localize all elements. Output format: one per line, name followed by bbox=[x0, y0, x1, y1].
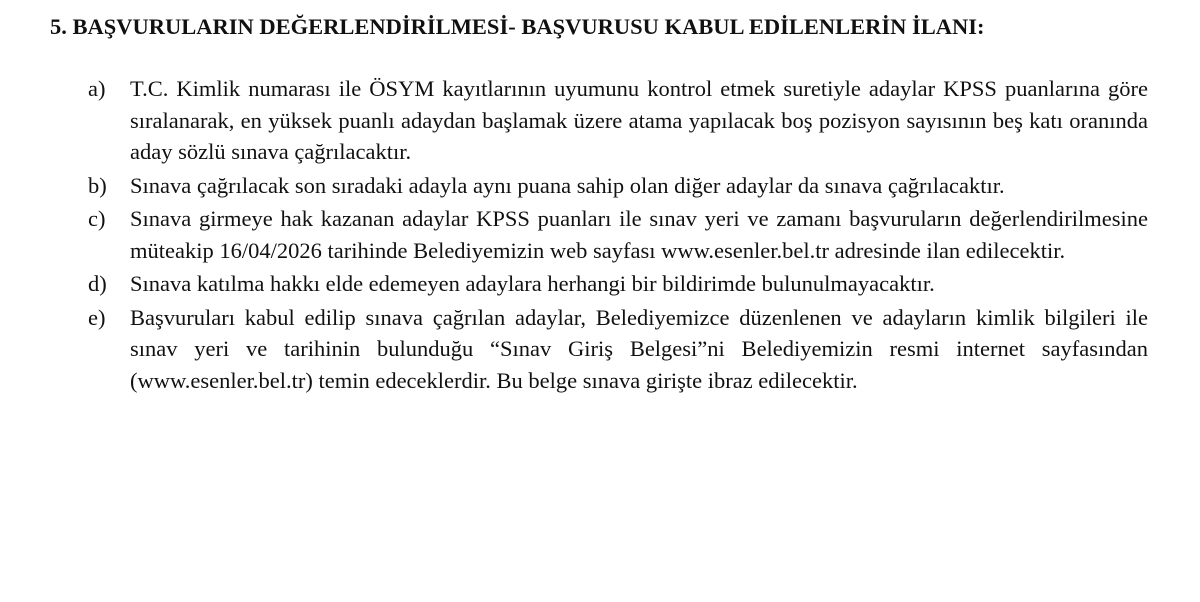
section-heading: 5. BAŞVURULARIN DEĞERLENDİRİLMESİ- BAŞVURUSU KABUL EDİLENLERİN İLANI: bbox=[50, 14, 985, 39]
list-item-text: T.C. Kimlik numarası ile ÖSYM kayıtlarının uyumunu kontrol etmek suretiyle adaylar KPSS puanlarına göre sıralanarak, en yüksek puanlı adaydan başlamak üzere atama yapılacak boş pozisyon sayısının beş katı oranında aday sözlü sınava çağrılacaktır. bbox=[130, 76, 1148, 164]
list-item-text: Başvuruları kabul edilip sınava çağrılan adaylar, Belediyemizce düzenlenen ve adayların kimlik bilgileri ile sınav yeri ve tarihinin bulunduğu “Sınav Giriş Belgesi”ni Belediyemizin resmi internet sayfasından (www.esenler.bel.tr) temin edeceklerdir. Bu belge sınava girişte ibraz edilecektir. bbox=[130, 304, 1148, 393]
list-item-c bbox=[88, 203, 1148, 266]
list-item-e bbox=[88, 302, 1148, 397]
list-marker: e) bbox=[88, 304, 106, 330]
list-item-text: Sınava çağrılacak son sıradaki adayla aynı puana sahip olan diğer adaylar da sınava çağrılacaktır. bbox=[130, 172, 1005, 198]
list-item-a bbox=[88, 73, 1148, 168]
list-marker: d) bbox=[88, 271, 107, 296]
list-marker: b) bbox=[88, 172, 107, 198]
list-marker: a) bbox=[88, 76, 106, 101]
list-item-text: Sınava katılma hakkı elde edemeyen adaylara herhangi bir bildirimde bulunulmayacaktır. bbox=[130, 271, 935, 296]
criteria-list bbox=[88, 73, 1148, 398]
list-marker: c) bbox=[88, 206, 106, 231]
list-item-d bbox=[88, 268, 1148, 300]
list-item-text: Sınava girmeye hak kazanan adaylar KPSS puanları ile sınav yeri ve zamanı başvuruların değerlendirilmesine müteakip 16/04/2026 tarihinde Belediyemizin web sayfası www.esenler.bel.tr adresinde ilan edilecektir. bbox=[130, 206, 1148, 263]
list-item-b bbox=[88, 170, 1148, 202]
